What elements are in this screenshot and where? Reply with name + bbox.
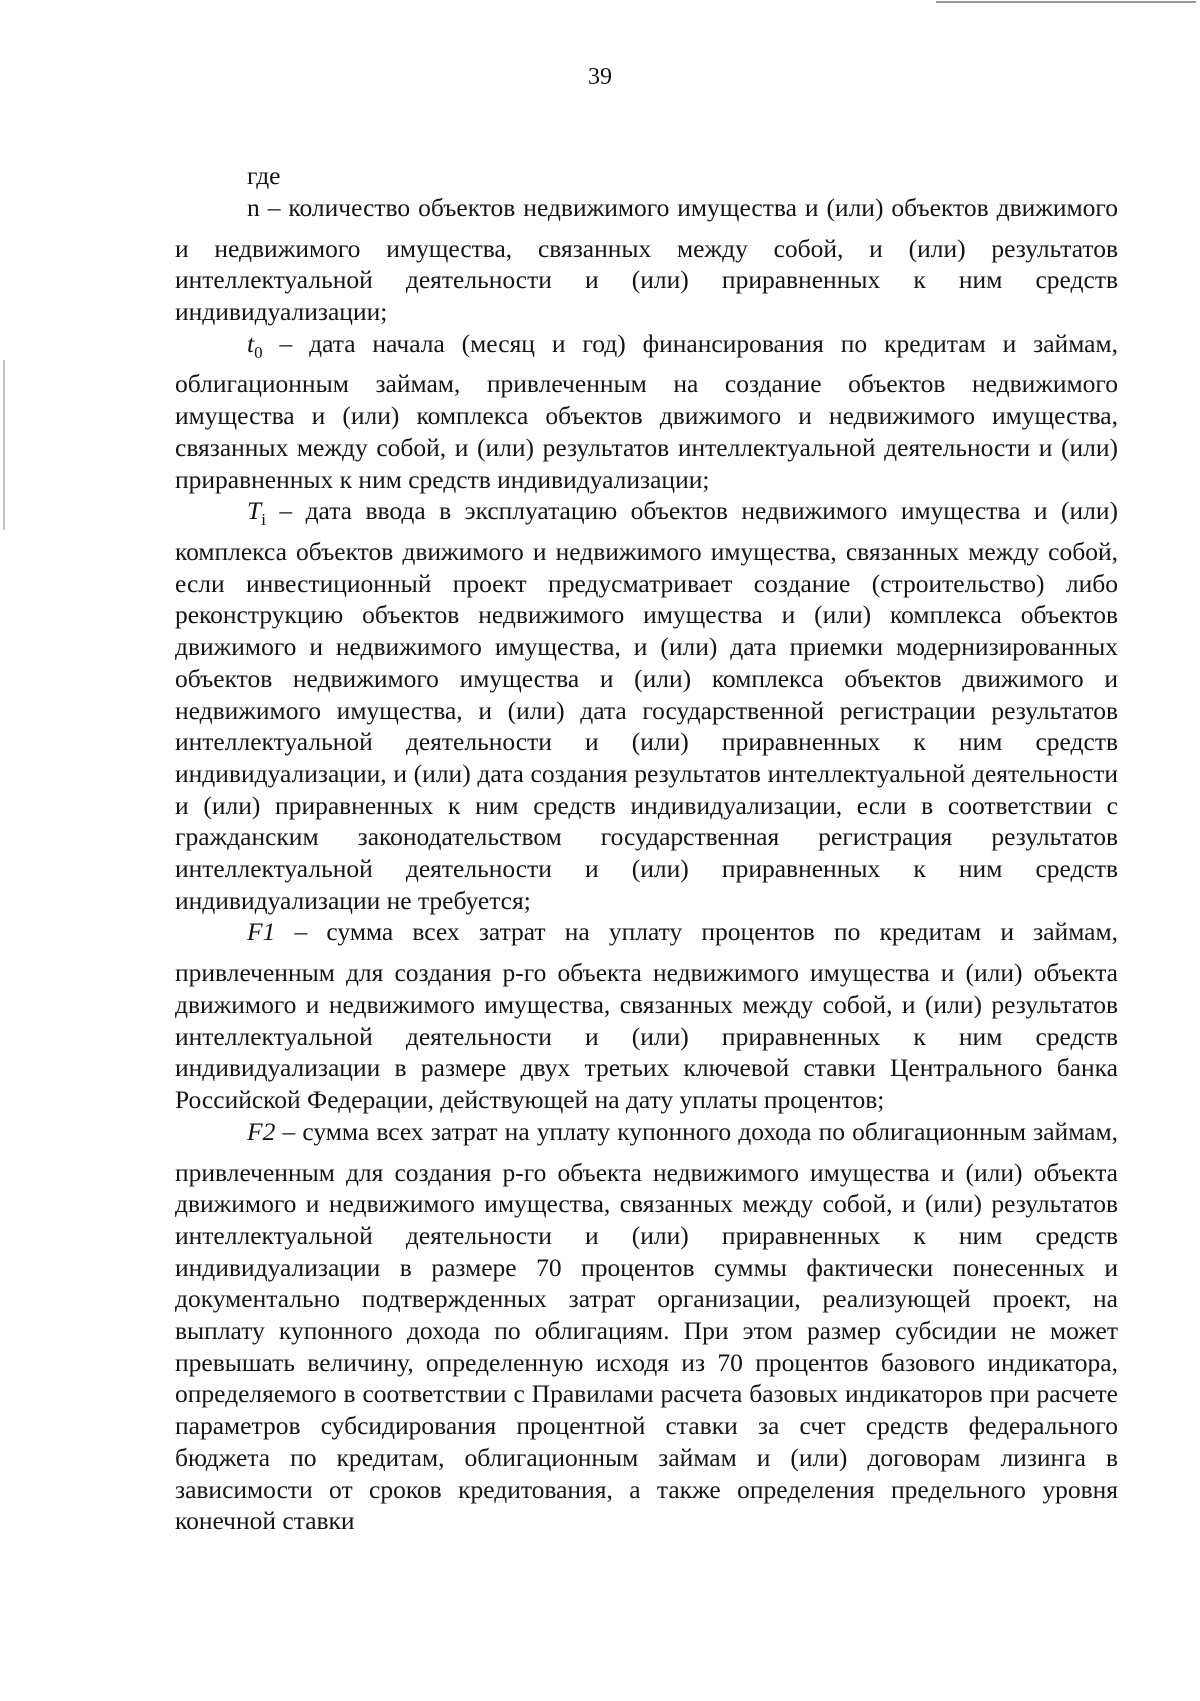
definition-ti — [175, 495, 1118, 916]
symbol: $t_0$ — [247, 328, 263, 362]
definition-text: – количество объектов недвижимого имущества и (или) объектов движимого и недвижимого имущества, связанных между собой, и (или) результатов интеллектуальной деятельности и (или) приравненных к ним средств индивидуализации; — [175, 192, 1118, 326]
symbol: n — [247, 192, 260, 222]
scan-edge-mark — [3, 360, 5, 530]
definition-f1 — [175, 916, 1118, 1115]
definition-text: – дата начала (месяц и год) финансирования по кредитам и займам, облигационным займам, привлеченным на создание объектов недвижимого имущества и (или) комплекса объектов движимого и недвижимого имущества, связанных между собой, и (или) результатов интеллектуальной деятельности и (или) приравненных к ним средств индивидуализации; — [175, 328, 1118, 494]
definition-text: – дата ввода в эксплуатацию объектов недвижимого имущества и (или) комплекса объектов движимого и недвижимого имущества, связанных между собой, если инвестиционный проект предусматривает создание (строительство) либо реконструкцию объектов недвижимого имущества и (или) комплекса объектов движимого и недвижимого имущества, и (или) дата приемки модернизированных объектов недвижимого имущества и (или) комплекса объектов движимого и недвижимого имущества, и (или) дата государственной регистрации результатов интеллектуальной деятельности и (или) приравненных к ним средств индивидуализации, и (или) дата создания результатов интеллектуальной деятельности и (или) приравненных к ним средств индивидуализации, если в соответствии с гражданским законодательством государственная регистрация результатов интеллектуальной деятельности и (или) приравненных к ним средств индивидуализации не требуется; — [175, 496, 1118, 915]
definition-n — [175, 192, 1118, 328]
definition-text: – сумма всех затрат на уплату купонного дохода по облигационным займам, привлеченным для создания p-го объекта недвижимого имущества и (или) объекта движимого и недвижимого имущества, связанных между собой, и (или) результатов интеллектуальной деятельности и (или) приравненных к ним средств индивидуализации в размере 70 процентов суммы фактически понесенных и документально подтвержденных затрат организации, реализующей проект, на выплату купонного дохода по облигациям. При этом размер субсидии не может превышать величину, определенную исходя из 70 процентов базового индикатора, определяемого в соответствии с Правилами расчета базовых индикаторов при расчете параметров субсидирования процентной ставки за счет средств федерального бюджета по кредитам, облигационным займам и (или) договорам лизинга в зависимости от сроков кредитования, а также определения предельного уровня конечной ставки — [175, 1116, 1118, 1536]
symbol: F2 — [247, 1116, 276, 1146]
symbol: F1 — [247, 917, 276, 947]
definition-text: – сумма всех затрат на уплату процентов по кредитам и займам, привлеченным для создания p-го объекта недвижимого имущества и (или) объекта движимого и недвижимого имущества, связанных между собой, и (или) результатов интеллектуальной деятельности и (или) приравненных к ним средств индивидуализации в размере двух третьих ключевой ставки Центрального банка Российской Федерации, действующей на дату уплаты процентов; — [175, 917, 1118, 1115]
definition-f2 — [175, 1116, 1118, 1537]
definition-t0 — [175, 328, 1118, 496]
lead-word: где — [247, 161, 281, 190]
scan-edge-line — [936, 1, 1196, 3]
page-number: 39 — [588, 64, 612, 90]
document-body — [175, 160, 1118, 1537]
symbol: $T_i$ — [247, 496, 266, 530]
